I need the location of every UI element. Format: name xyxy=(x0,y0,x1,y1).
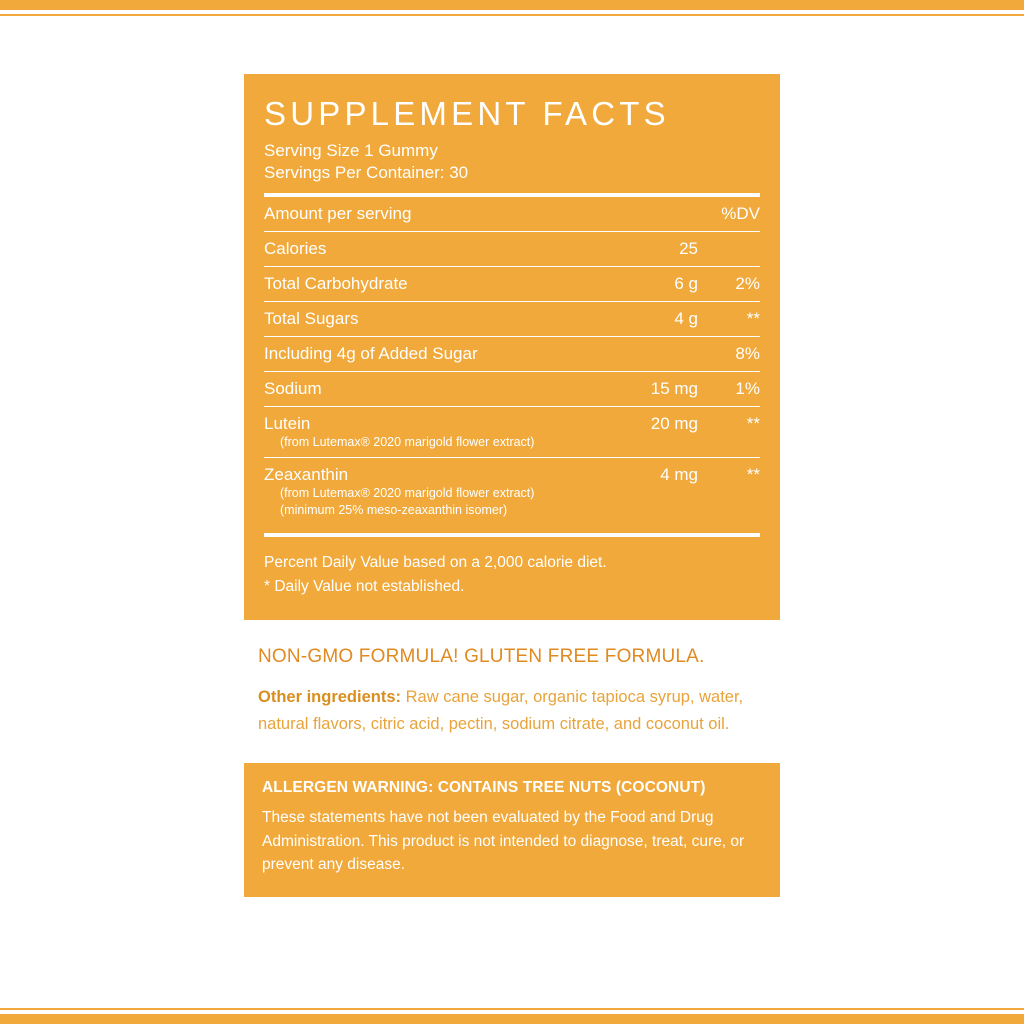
footnotes xyxy=(264,551,760,598)
other-ingredients-label: Other ingredients: xyxy=(258,687,402,706)
table-row xyxy=(264,231,760,266)
table-row xyxy=(264,301,760,336)
row-name-total-sugars: Total Sugars xyxy=(264,301,588,336)
top-accent-bar xyxy=(0,0,1024,10)
table-row xyxy=(264,406,760,458)
row-name-zeaxanthin: Zeaxanthin xyxy=(264,465,349,485)
row-name-lutein: Lutein xyxy=(264,413,311,433)
row-dv-total-carbohydrate: 2% xyxy=(698,266,760,301)
row-amount-lutein: 20 mg xyxy=(588,406,698,458)
servings-per-container: Servings Per Container: 30 xyxy=(264,163,469,183)
bottom-accent-rule xyxy=(0,1008,1024,1010)
header-percent-dv: %DV xyxy=(698,197,760,232)
serving-size: Serving Size 1 Gummy xyxy=(264,140,438,160)
row-name-sodium: Sodium xyxy=(264,371,588,406)
row-dv-total-sugars: ** xyxy=(698,301,760,336)
table-row xyxy=(264,458,760,526)
row-name-zeaxanthin-cell xyxy=(264,458,588,526)
table-row xyxy=(264,266,760,301)
row-amount-total-sugars: 4 g xyxy=(588,301,698,336)
footnote-daily-value-basis: Percent Daily Value based on a 2,000 calorie diet. xyxy=(264,554,607,572)
row-amount-calories: 25 xyxy=(588,231,698,266)
allergen-warning-box xyxy=(244,763,780,897)
non-gmo-claim: NON-GMO FORMULA! GLUTEN FREE FORMULA. xyxy=(258,645,705,667)
supplement-facts-box xyxy=(244,74,780,620)
row-note-zeaxanthin-isomer: (minimum 25% meso-zeaxanthin isomer) xyxy=(280,502,508,517)
header-amount-per-serving: Amount per serving xyxy=(264,197,588,232)
divider-thick-bottom xyxy=(264,533,760,537)
row-dv-calories xyxy=(698,231,760,266)
row-dv-sodium: 1% xyxy=(698,371,760,406)
row-note-lutein-source: (from Lutemax® 2020 marigold flower extract) xyxy=(280,434,535,449)
header-spacer xyxy=(588,197,698,232)
row-name-calories: Calories xyxy=(264,231,588,266)
page-title: SUPPLEMENT FACTS xyxy=(264,95,670,132)
nutrition-table xyxy=(264,197,760,526)
row-dv-zeaxanthin: ** xyxy=(746,465,760,485)
supplement-panel xyxy=(244,74,780,897)
table-row xyxy=(264,336,760,371)
other-ingredients-text: Raw cane sugar, organic tapioca syrup, water, natural flavors, citric acid, pectin, sodium citrate, and coconut oil. xyxy=(258,687,744,733)
row-note-zeaxanthin-source: (from Lutemax® 2020 marigold flower extract) xyxy=(280,486,535,501)
row-amount-sodium: 15 mg xyxy=(588,371,698,406)
row-amount-zeaxanthin: 4 mg xyxy=(660,465,698,485)
allergen-warning-title: ALLERGEN WARNING: CONTAINS TREE NUTS (COCONUT) xyxy=(262,779,706,797)
row-dv-lutein: ** xyxy=(698,406,760,458)
other-ingredients xyxy=(258,684,758,737)
fda-disclaimer-text: These statements have not been evaluated by the Food and Drug Administration. This product is not intended to diagnose, treat, cure, or prevent any disease. xyxy=(262,809,745,874)
bottom-accent-bar xyxy=(0,1014,1024,1024)
footnote-daily-value-not-established: * Daily Value not established. xyxy=(264,577,465,595)
row-name-total-carbohydrate: Total Carbohydrate xyxy=(264,266,588,301)
row-amount-total-carbohydrate: 6 g xyxy=(588,266,698,301)
top-accent-rule xyxy=(0,14,1024,16)
row-name-lutein-cell xyxy=(264,406,588,458)
table-row xyxy=(264,371,760,406)
row-name-added-sugar: Including 4g of Added Sugar xyxy=(264,336,588,371)
table-header-row xyxy=(264,197,760,232)
row-dv-added-sugar: 8% xyxy=(698,336,760,371)
row-amount-added-sugar xyxy=(588,336,698,371)
